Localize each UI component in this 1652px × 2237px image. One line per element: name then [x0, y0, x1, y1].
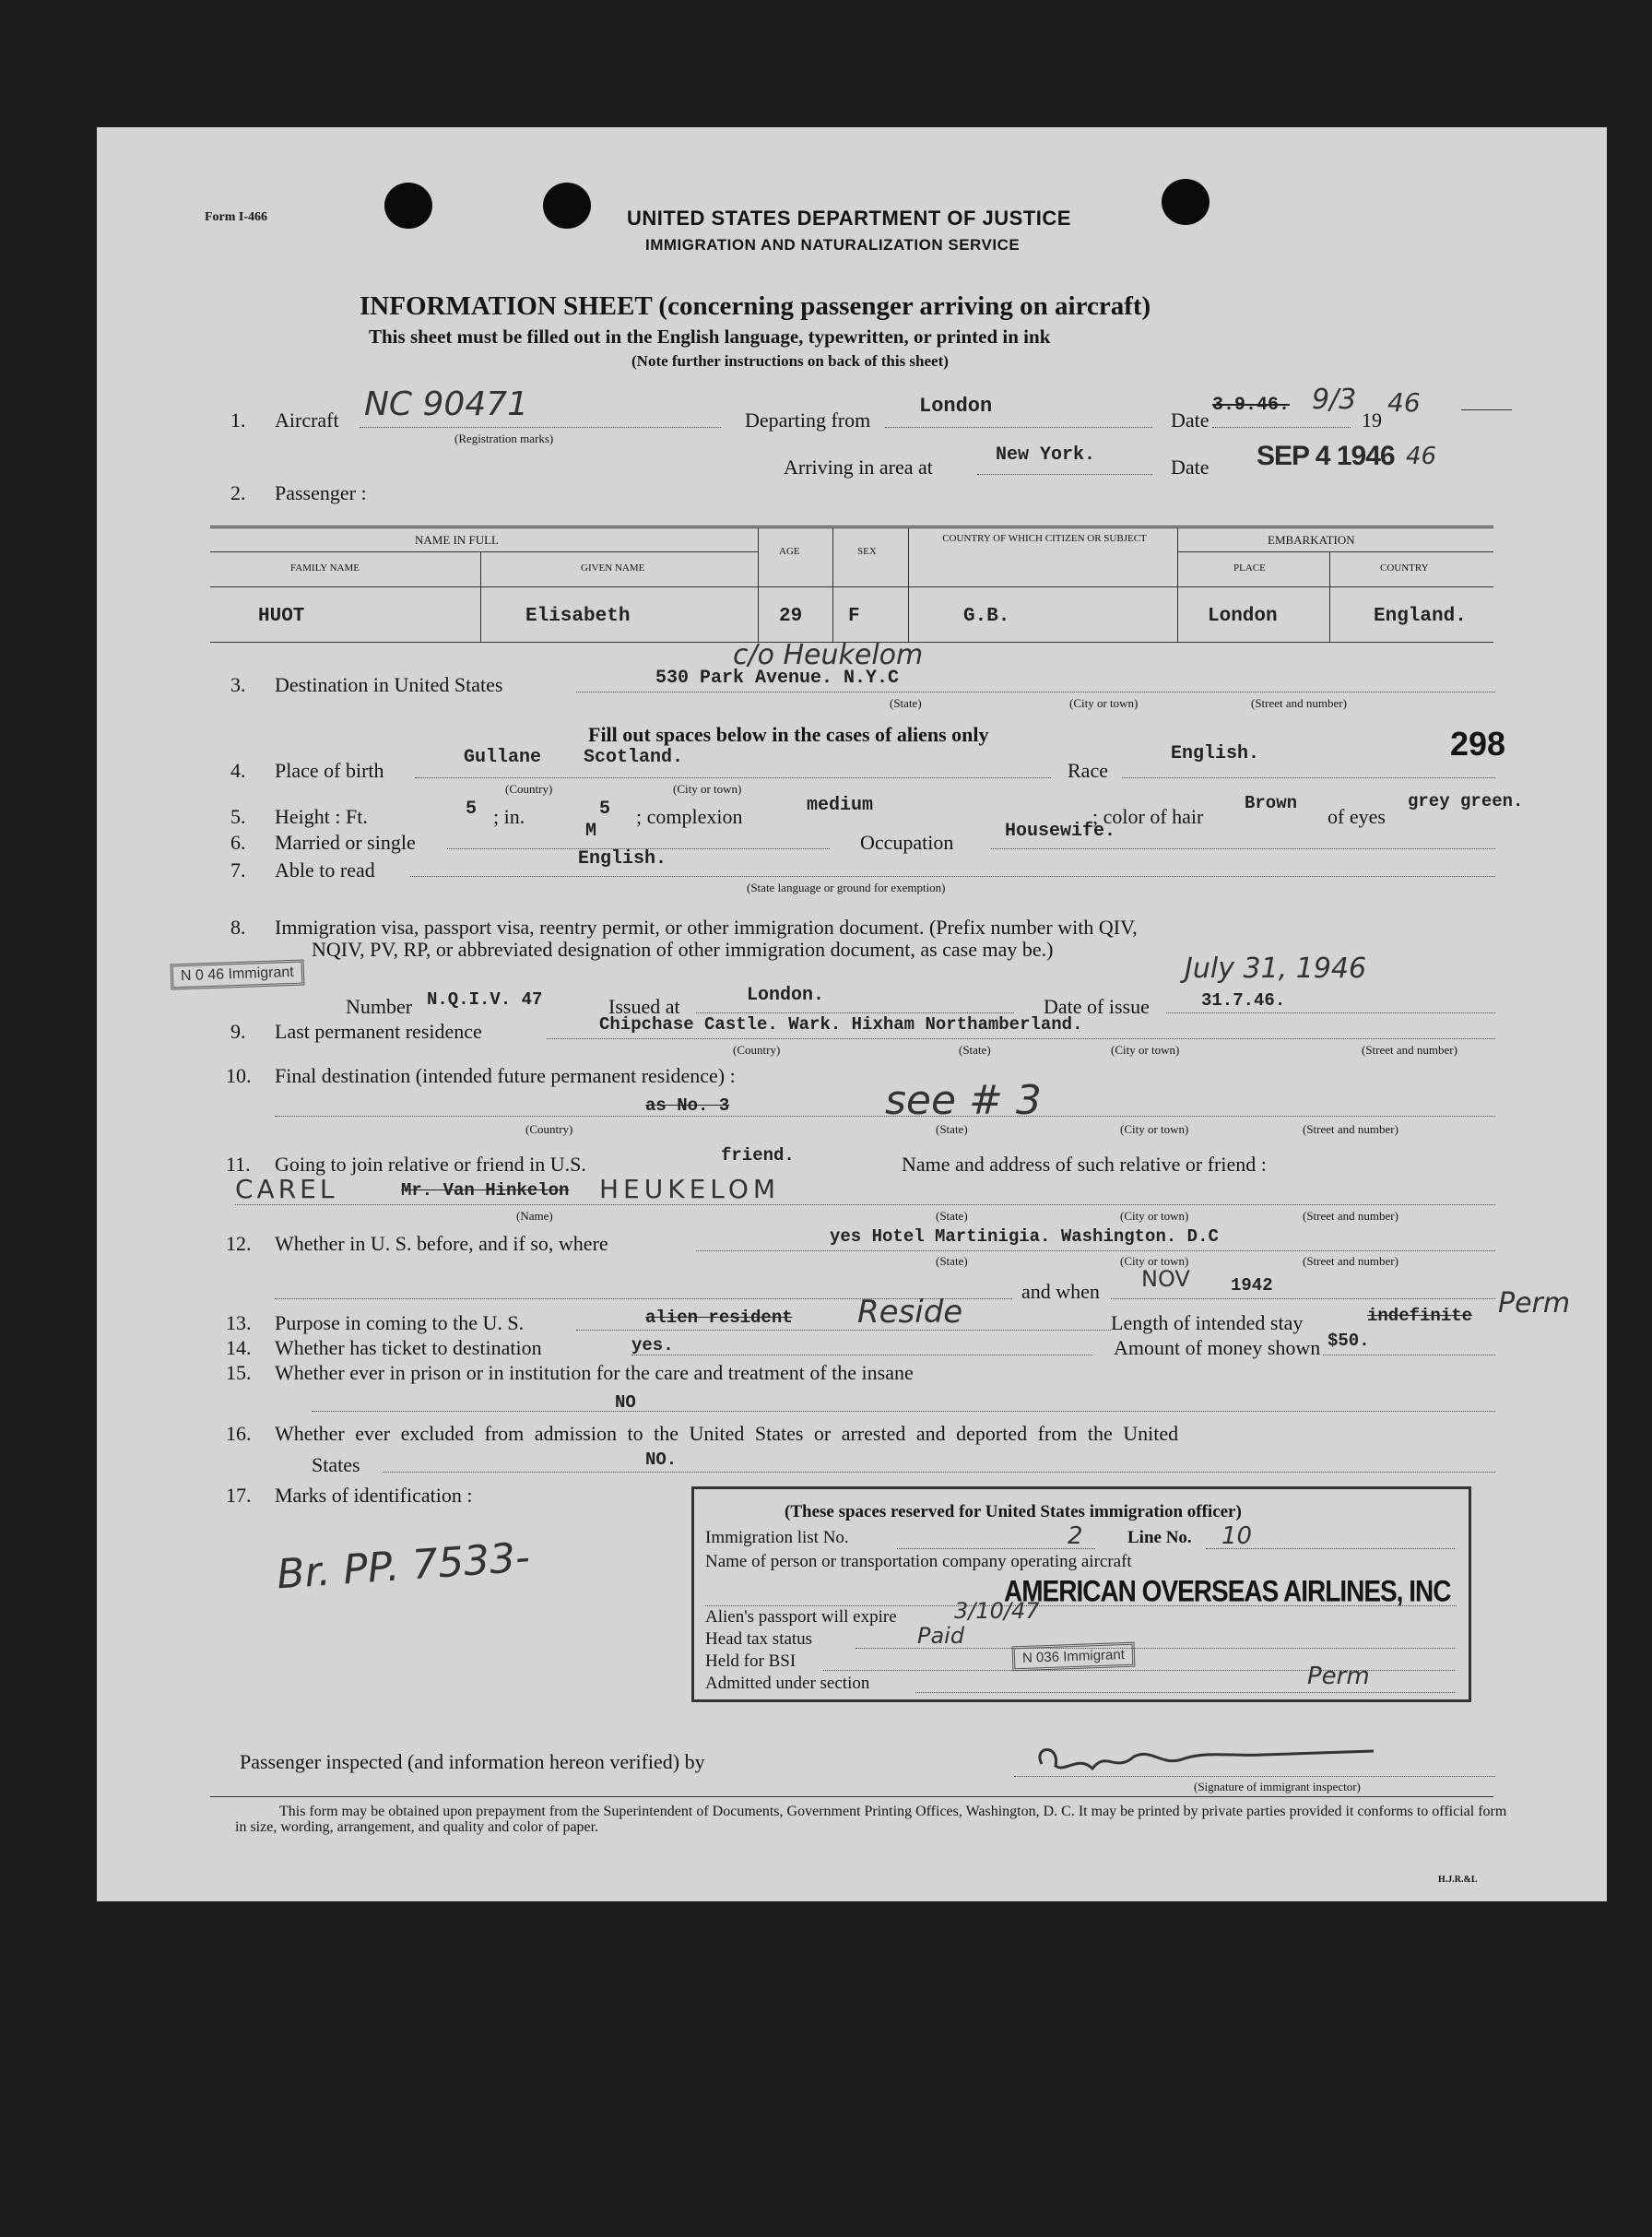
officer-box [691, 1486, 1471, 1702]
inspected-label: Passenger inspected (and information hereon verified) by [240, 1750, 705, 1773]
date-value[interactable]: 9/3 [1312, 384, 1357, 416]
before-city-caption: (City or town) [1120, 1254, 1189, 1268]
field-17-number: 17. [226, 1484, 252, 1507]
race-value[interactable]: English. [1171, 743, 1260, 764]
field-3-number: 3. [230, 673, 246, 696]
airline-stamp: AMERICAN OVERSEAS AIRLINES, INC [1004, 1574, 1451, 1608]
arriving-label: Arriving in area at [784, 456, 933, 479]
aircraft-label: Aircraft [275, 408, 339, 432]
residence-value[interactable]: Chipchase Castle. Wark. Hixham Northamberland. [599, 1014, 1083, 1035]
when-line [1111, 1298, 1495, 1299]
aircraft-line [360, 427, 721, 428]
birth-label: Place of birth [275, 759, 384, 782]
admitted-label: Admitted under section [705, 1674, 870, 1693]
field-4-number: 4. [230, 759, 246, 782]
res-country-caption: (Country) [733, 1043, 781, 1057]
race-line [1122, 777, 1495, 778]
issued-line [696, 1012, 1014, 1013]
instructions-note: (Note further instructions on back of this sheet) [631, 352, 949, 370]
complexion-label: ; complexion [636, 805, 743, 828]
header-name-full: NAME IN FULL [415, 533, 499, 547]
when-label: and when [1021, 1280, 1100, 1303]
pen-dash [1461, 409, 1512, 410]
country-cell[interactable]: England. [1374, 606, 1467, 627]
fd-state-caption: (State) [936, 1122, 968, 1136]
arriving-value[interactable]: New York. [996, 444, 1096, 466]
bsi-label: Held for BSI [705, 1651, 796, 1671]
field-11-number: 11. [226, 1153, 251, 1176]
field-1-number: 1. [230, 408, 246, 432]
read-caption: (State language or ground for exemption) [747, 881, 946, 894]
departing-label: Departing from [745, 408, 871, 432]
punch-hole [384, 183, 432, 229]
departing-value[interactable]: London [919, 395, 993, 418]
place-cell[interactable]: London [1208, 606, 1278, 627]
destination-hand-note: c/o Heukelom [733, 639, 924, 671]
final-dest-hand[interactable]: see # 3 [885, 1077, 1042, 1124]
birth-country[interactable]: Gullane [464, 747, 542, 768]
ticket-label: Whether has ticket to destination [275, 1336, 542, 1359]
admitted-line [915, 1692, 1455, 1693]
when-month[interactable]: NOV [1141, 1266, 1190, 1292]
header-family-name: FAMILY NAME [290, 562, 360, 574]
excluded-value[interactable]: NO. [645, 1450, 678, 1470]
when-year[interactable]: 1942 [1231, 1275, 1273, 1296]
destination-value[interactable]: 530 Park Avenue. N.Y.C [655, 668, 900, 689]
header-country-citizen: COUNTRY OF WHICH CITIZEN OR SUBJECT [942, 533, 1147, 544]
field-8-number: 8. [230, 916, 246, 939]
date2-year[interactable]: 46 [1406, 443, 1437, 470]
header-country: COUNTRY [1380, 562, 1429, 574]
birth-city[interactable]: Scotland. [584, 747, 684, 768]
header-embarkation: EMBARKATION [1268, 533, 1355, 547]
money-label: Amount of money shown [1114, 1336, 1321, 1359]
excluded-label-2: States [312, 1453, 360, 1476]
date-label: Date [1171, 408, 1210, 432]
officer-immigrant-stamp: N 036 Immigrant [1012, 1642, 1136, 1672]
page-title: INFORMATION SHEET (concerning passenger arriving on aircraft) [360, 291, 1151, 321]
height-in-label: ; in. [493, 805, 525, 828]
header-place: PLACE [1233, 562, 1266, 574]
admitted-value[interactable]: Perm [1307, 1663, 1370, 1690]
read-value[interactable]: English. [578, 848, 667, 870]
sex-cell[interactable]: F [848, 606, 860, 627]
operator-line [705, 1605, 1457, 1606]
complexion-value[interactable]: medium [807, 795, 874, 816]
join-city-caption: (City or town) [1120, 1209, 1189, 1223]
list-value[interactable]: 2 [1068, 1522, 1083, 1550]
table-col-divider [908, 527, 909, 642]
signature-caption: (Signature of immigrant inspector) [1194, 1780, 1361, 1793]
issued-label: Issued at [608, 995, 680, 1018]
passenger-label: Passenger : [275, 481, 367, 504]
table-header-bottom [210, 586, 1493, 587]
join-label: Going to join relative or friend in U.S. [275, 1153, 586, 1176]
purpose-struck: alien resident [645, 1308, 793, 1328]
head-tax-value[interactable]: Paid [917, 1623, 965, 1649]
join-street-caption: (Street and number) [1303, 1209, 1398, 1223]
punch-hole [1162, 179, 1210, 225]
officer-box-title: (These spaces reserved for United States immigration officer) [785, 1502, 1242, 1521]
table-col-divider [480, 551, 481, 642]
field-7-number: 7. [230, 858, 246, 882]
field-2-number: 2. [230, 481, 246, 504]
punch-hole [543, 183, 591, 229]
date-struck-value: 3.9.46. [1212, 395, 1291, 416]
table-top-rule [210, 526, 1493, 528]
prison-line [312, 1411, 1495, 1412]
purpose-line [576, 1330, 1111, 1331]
join-struck-name: Mr. Van Hinkelon [401, 1180, 570, 1201]
head-tax-line [856, 1648, 1455, 1649]
date2-stamp: SEP 4 1946 [1257, 441, 1395, 471]
join-name-label: Name and address of such relative or friend : [902, 1153, 1267, 1176]
prison-value[interactable]: NO [615, 1392, 636, 1413]
signature-scrawl-icon [1023, 1736, 1392, 1781]
read-line [410, 876, 1495, 877]
stay-struck: indefinite [1367, 1306, 1473, 1326]
res-street-caption: (Street and number) [1362, 1043, 1457, 1057]
table-col-divider [832, 527, 833, 642]
stay-label: Length of intended stay [1111, 1311, 1304, 1334]
height-ft[interactable]: 5 [466, 799, 478, 820]
table-col-divider [1177, 527, 1178, 642]
page-subtitle: This sheet must be filled out in the English language, typewritten, or printed in ink [369, 325, 1051, 348]
service-name: IMMIGRATION AND NATURALIZATION SERVICE [645, 236, 1021, 254]
field-13-number: 13. [226, 1311, 252, 1334]
visa-text-2: NQIV, PV, RP, or abbreviated designation of other immigration document, as case may be.) [312, 938, 1054, 961]
operator-label: Name of person or transportation company operating aircraft [705, 1552, 1132, 1571]
married-value[interactable]: M [585, 821, 597, 842]
purpose-hand[interactable]: Reside [857, 1294, 963, 1331]
field-6-number: 6. [230, 831, 246, 854]
header-sex: SEX [857, 546, 877, 557]
field-14-number: 14. [226, 1336, 252, 1359]
field-15-number: 15. [226, 1361, 252, 1384]
aircraft-caption: (Registration marks) [454, 432, 554, 445]
join-value[interactable]: friend. [721, 1145, 795, 1166]
marks-label: Marks of identification : [275, 1484, 473, 1507]
footer-rule [210, 1796, 1493, 1797]
age-cell[interactable]: 29 [779, 606, 803, 627]
residence-label: Last permanent residence [275, 1020, 482, 1043]
given-name-cell[interactable]: Elisabeth [525, 606, 631, 627]
table-col-divider [758, 527, 759, 642]
height-label: Height : Ft. [275, 805, 368, 828]
agency-name: UNITED STATES DEPARTMENT OF JUSTICE [627, 207, 1071, 230]
occupation-value[interactable]: Housewife. [1005, 821, 1116, 842]
form-number: Form I-466 [205, 210, 268, 224]
before-label: Whether in U. S. before, and if so, where [275, 1232, 608, 1255]
aircraft-value[interactable]: NC 90471 [364, 385, 529, 423]
occupation-line [991, 848, 1495, 849]
hair-value[interactable]: Brown [1245, 793, 1298, 813]
table-sub-rule [210, 551, 758, 552]
immigrant-stamp: N 0 46 Immigrant [171, 959, 305, 989]
join-state-caption: (State) [936, 1209, 968, 1223]
residence-line [547, 1038, 1495, 1039]
line-label: Line No. [1127, 1528, 1192, 1547]
year-prefix: 19 [1362, 408, 1382, 432]
before-value[interactable]: yes Hotel Martinigia. Washington. D.C [830, 1226, 1219, 1247]
field-5-number: 5. [230, 805, 246, 828]
birth-line [415, 777, 1051, 778]
departing-line [885, 427, 1152, 428]
form-paper [97, 127, 1607, 1901]
header-given-name: GIVEN NAME [581, 562, 645, 574]
issued-value[interactable]: London. [747, 985, 825, 1006]
fd-city-caption: (City or town) [1120, 1122, 1189, 1136]
money-value[interactable]: $50. [1328, 1331, 1370, 1351]
signature-line [1014, 1776, 1495, 1777]
footer-text: This form may be obtained upon prepayment from the Superintendent of Documents, Government Printing Offices, Washington, D. C. It may be printed by private parties provided it conforms to official form in size, wording, arrangement, and quality and color of paper. [235, 1804, 1507, 1835]
stay-hand[interactable]: Perm [1498, 1287, 1571, 1320]
print-code: H.J.R.&L [1438, 1875, 1478, 1885]
date-issue-hand: July 31, 1946 [1185, 953, 1367, 985]
race-label: Race [1068, 759, 1108, 782]
fd-street-caption: (Street and number) [1303, 1122, 1398, 1136]
inspector-signature[interactable] [1023, 1736, 1392, 1781]
height-in[interactable]: 5 [599, 799, 611, 820]
visa-text-1: Immigration visa, passport visa, reentry permit, or other immigration document. (Prefix number with QIV, [275, 916, 1138, 939]
final-dest-line [275, 1116, 1495, 1117]
final-dest-struck: as No. 3 [645, 1095, 730, 1116]
prison-label: Whether ever in prison or in institution for the care and treatment of the insane [275, 1361, 914, 1384]
excluded-label: Whether ever excluded from admission to the United States or arrested and deported from the United [275, 1422, 1179, 1445]
passport-expire-label: Alien's passport will expire [705, 1607, 897, 1627]
join-name-caption: (Name) [516, 1209, 553, 1223]
dest-state-caption: (State) [890, 696, 922, 710]
join-hand-last[interactable]: HEUKELOM [599, 1174, 781, 1204]
citizen-cell[interactable]: G.B. [963, 606, 1010, 627]
marks-hand[interactable]: Br. PP. 7533- [275, 1533, 532, 1599]
date-line [1212, 427, 1351, 428]
table-col-divider [1329, 551, 1330, 642]
field-10-number: 10. [226, 1064, 252, 1087]
table-sub-rule [1177, 551, 1493, 552]
eyes-label: of eyes [1328, 805, 1386, 828]
occupation-label: Occupation [860, 831, 954, 854]
ticket-value[interactable]: yes. [631, 1335, 674, 1355]
field-12-number: 12. [226, 1232, 252, 1255]
field-16-number: 16. [226, 1422, 252, 1445]
eyes-value[interactable]: grey green. [1408, 791, 1524, 811]
list-line [897, 1548, 1095, 1549]
before-line [696, 1250, 1495, 1251]
before-street-caption: (Street and number) [1303, 1254, 1398, 1268]
family-name-cell[interactable]: HUOT [258, 606, 305, 627]
join-hand-first[interactable]: CAREL [235, 1174, 338, 1204]
dest-street-caption: (Street and number) [1251, 696, 1347, 710]
res-state-caption: (State) [959, 1043, 991, 1057]
passport-expire-value[interactable]: 3/10/47 [954, 1598, 1040, 1624]
excluded-line [383, 1472, 1495, 1473]
fd-country-caption: (Country) [525, 1122, 573, 1136]
list-label: Immigration list No. [705, 1528, 849, 1547]
line-value[interactable]: 10 [1221, 1522, 1253, 1550]
birth-city-caption: (City or town) [673, 782, 742, 796]
res-city-caption: (City or town) [1111, 1043, 1180, 1057]
destination-label: Destination in United States [275, 673, 503, 696]
hair-label: ; color of hair [1092, 805, 1204, 828]
date-issue-value[interactable]: 31.7.46. [1201, 990, 1286, 1011]
page-number: 298 [1450, 725, 1506, 763]
read-label: Able to read [275, 858, 375, 882]
head-tax-label: Head tax status [705, 1629, 813, 1649]
visa-number-value[interactable]: N.Q.I.V. 47 [427, 989, 543, 1010]
field-9-number: 9. [230, 1020, 246, 1043]
year-value[interactable]: 46 [1387, 387, 1421, 418]
final-dest-label: Final destination (intended future permanent residence) : [275, 1064, 736, 1087]
join-line [235, 1204, 1495, 1205]
birth-country-caption: (Country) [505, 782, 553, 796]
purpose-label: Purpose in coming to the U. S. [275, 1311, 525, 1334]
date2-label: Date [1171, 456, 1210, 479]
dest-city-caption: (City or town) [1069, 696, 1139, 710]
date-issue-label: Date of issue [1044, 995, 1150, 1018]
date-issue-line [1166, 1012, 1495, 1013]
aliens-heading: Fill out spaces below in the cases of aliens only [588, 723, 989, 746]
married-label: Married or single [275, 831, 416, 854]
arriving-line [977, 474, 1152, 475]
before-state-caption: (State) [936, 1254, 968, 1268]
header-age: AGE [779, 546, 800, 557]
visa-number-label: Number [346, 995, 413, 1018]
